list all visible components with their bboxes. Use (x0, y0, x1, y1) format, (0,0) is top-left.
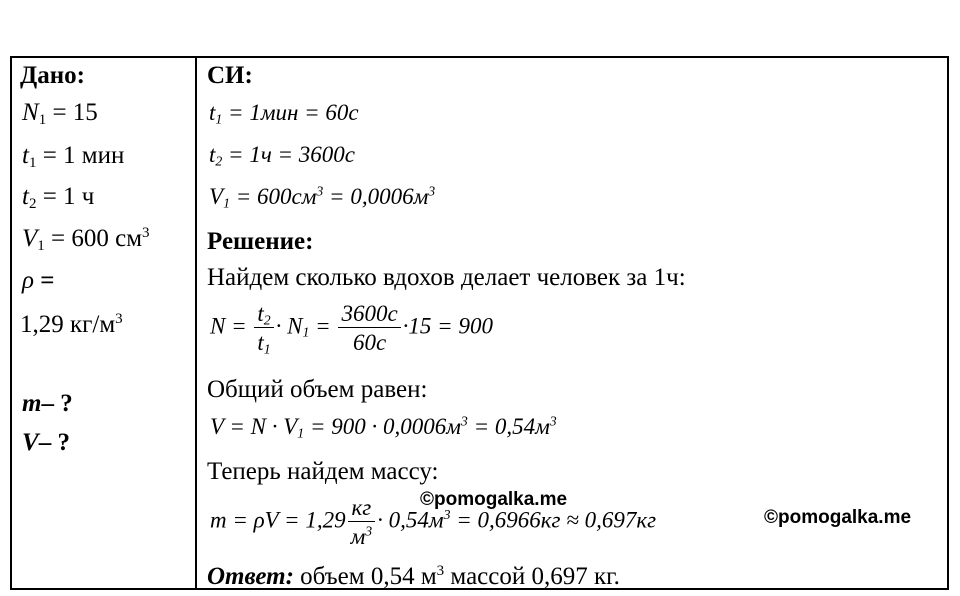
find-m: m– ? (22, 390, 73, 417)
given-v1: $V_1 = 600$ $см^3$ (22, 225, 150, 254)
given-rho-value: 1,29 $кг/м^3$ (20, 311, 123, 338)
given-rho: ρ = (22, 267, 55, 294)
given-t2: $t_2 = 1$ ч (22, 183, 95, 212)
watermark-right: ©pomogalka.me (764, 507, 912, 528)
given-n1: $N_1 = 15$ (22, 99, 98, 128)
answer: Ответ: объем 0,54 $м^3$ массой 0,697 кг. (207, 563, 620, 590)
solution-line-1: Найдем сколько вдохов делает человек за 1ч: (207, 264, 686, 291)
formula-volume: $V = N \cdot V_1 = 900 \cdot 0,0006м^3 = 0,54м^3$ (210, 413, 557, 441)
si-t2: $t_2 = 1ч = 3600с$ (209, 142, 356, 169)
given-title: Дано: (20, 62, 85, 89)
si-t1: $t_1 = 1мин = 60с$ (209, 100, 359, 127)
solution-line-3: Теперь найдем массу: (207, 458, 439, 485)
fraction-density-unit: $\frac{кг}{м^3}$ (348, 496, 376, 548)
find-v: V– ? (22, 429, 70, 456)
si-title: СИ: (207, 62, 253, 89)
given-t1: $t_1 = 1$ мин (22, 142, 125, 171)
solution-title: Решение: (207, 228, 314, 255)
fraction-time-values: $\frac{3600с}{60с}$ (338, 302, 400, 354)
solution-line-2: Общий объем равен: (207, 376, 428, 403)
column-divider (195, 56, 197, 590)
formula-mass: m = ρV = 1,29 $\frac{кг}{м^3}$ · $0,54м^3 = 0,6966кг \approx 0,697кг$ (210, 495, 657, 549)
formula-breaths: N = $\frac{t_2}{t_1}$ · $N_1$ = $\frac{3600с}{60с}$ ·15 = 900 (210, 301, 493, 357)
si-v1: $V_1 = 600см^3 = 0,0006м^3$ (209, 183, 436, 211)
watermark-center: ©pomogalka.me (420, 489, 568, 510)
fraction-t2-t1: $\frac{t_2}{t_1}$ (254, 302, 273, 354)
